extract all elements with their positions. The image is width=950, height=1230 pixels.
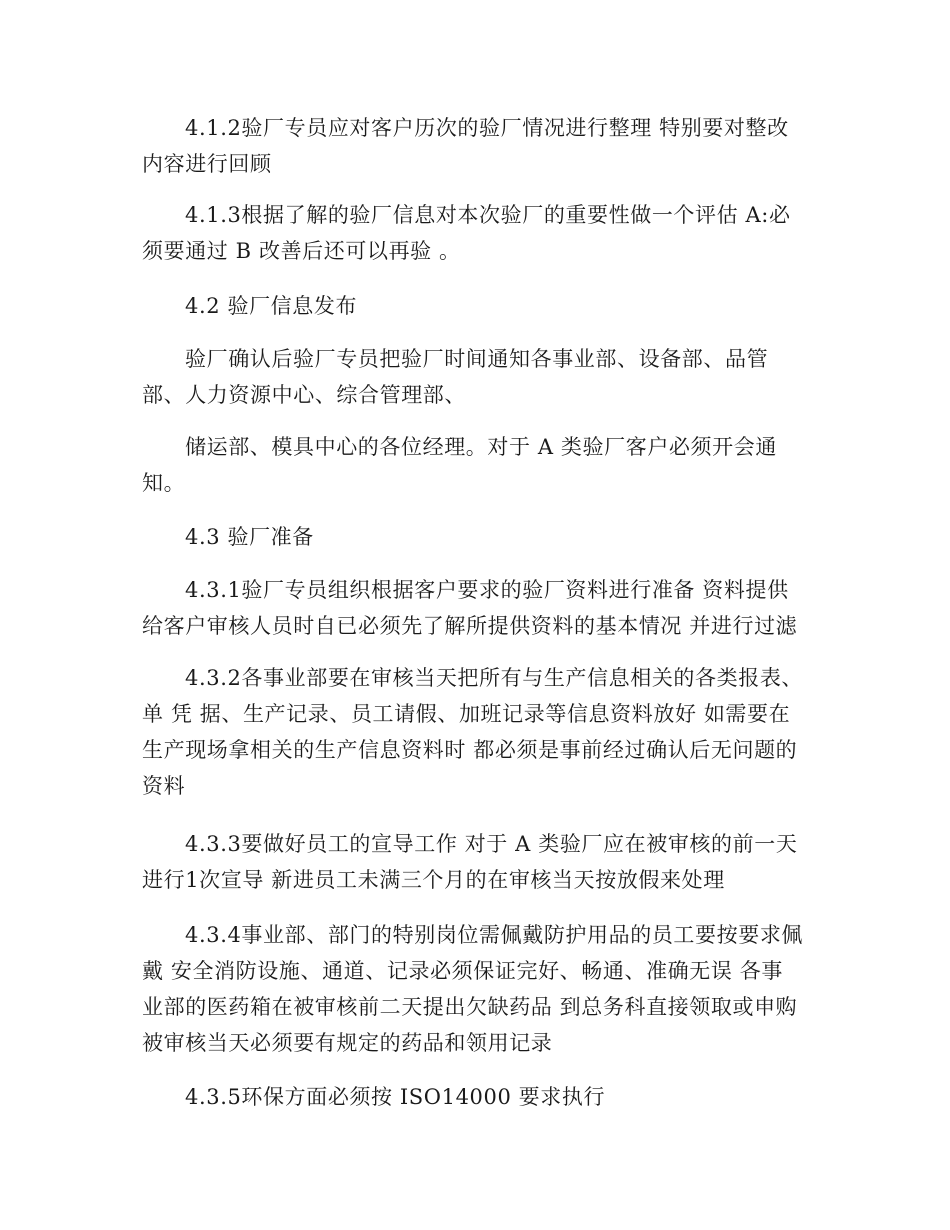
- text-line: 4.3.4事业部、部门的特别岗位需佩戴防护用品的员工要按要求佩: [185, 923, 804, 947]
- text-line: 戴 安全消防设施、通道、记录必须保证完好、畅通、准确无误 各事: [142, 959, 783, 983]
- paragraph-4-3-1: [142, 572, 814, 644]
- text-line: 须要通过 B 改善后还可以再验 。: [142, 239, 461, 263]
- text-line: 4.3.5环保方面必须按 ISO14000 要求执行: [185, 1085, 606, 1109]
- section-heading-4-3: [142, 519, 814, 555]
- text-line: 4.3 验厂准备: [185, 525, 314, 549]
- text-line: 4.3.2各事业部要在审核当天把所有与生产信息相关的各类报表、: [185, 666, 804, 690]
- section-heading-4-2: [142, 288, 814, 324]
- text-line: 业部的医药箱在被审核前二天提出欠缺药品 到总务科直接领取或申购: [142, 995, 798, 1019]
- text-line: 生产现场拿相关的生产信息资料时 都必须是事前经过确认后无问题的: [142, 738, 798, 762]
- paragraph-4-3-2: [142, 660, 814, 804]
- paragraph-4-1-2: [142, 110, 814, 182]
- text-line: 4.2 验厂信息发布: [185, 294, 358, 318]
- paragraph-4-2-body-1: [142, 341, 814, 413]
- text-line: 单 凭 据、生产记录、员工请假、加班记录等信息资料放好 如需要在: [142, 702, 791, 726]
- text-line: 内容进行回顾: [142, 152, 272, 176]
- text-line: 资料: [142, 774, 186, 798]
- paragraph-4-2-body-2: [142, 429, 814, 501]
- text-line: 知。: [142, 471, 186, 495]
- text-line: 4.3.3要做好员工的宣导工作 对于 A 类验厂应在被审核的前一天: [185, 832, 798, 856]
- paragraph-4-3-3: [142, 826, 814, 898]
- text-line: 部、人力资源中心、综合管理部、: [142, 383, 466, 407]
- text-line: 4.1.3根据了解的验厂信息对本次验厂的重要性做一个评估 A:必: [185, 203, 791, 227]
- paragraph-4-3-4: [142, 917, 814, 1061]
- paragraph-4-1-3: [142, 197, 814, 269]
- text-line: 进行1次宣导 新进员工未满三个月的在审核当天按放假来处理: [142, 868, 725, 892]
- paragraph-4-3-5: [142, 1079, 814, 1115]
- text-line: 储运部、模具中心的各位经理。对于 A 类验厂客户必须开会通: [185, 435, 777, 459]
- text-line: 4.3.1验厂专员组织根据客户要求的验厂资料进行准备 资料提供: [185, 578, 789, 602]
- text-line: 被审核当天必须要有规定的药品和领用记录: [142, 1031, 553, 1055]
- text-line: 给客户审核人员时自已必须先了解所提供资料的基本情况 并进行过滤: [142, 614, 798, 638]
- text-line: 验厂确认后验厂专员把验厂时间通知各事业部、设备部、品管: [185, 347, 769, 371]
- text-line: 4.1.2验厂专员应对客户历次的验厂情况进行整理 特别要对整改: [185, 116, 789, 140]
